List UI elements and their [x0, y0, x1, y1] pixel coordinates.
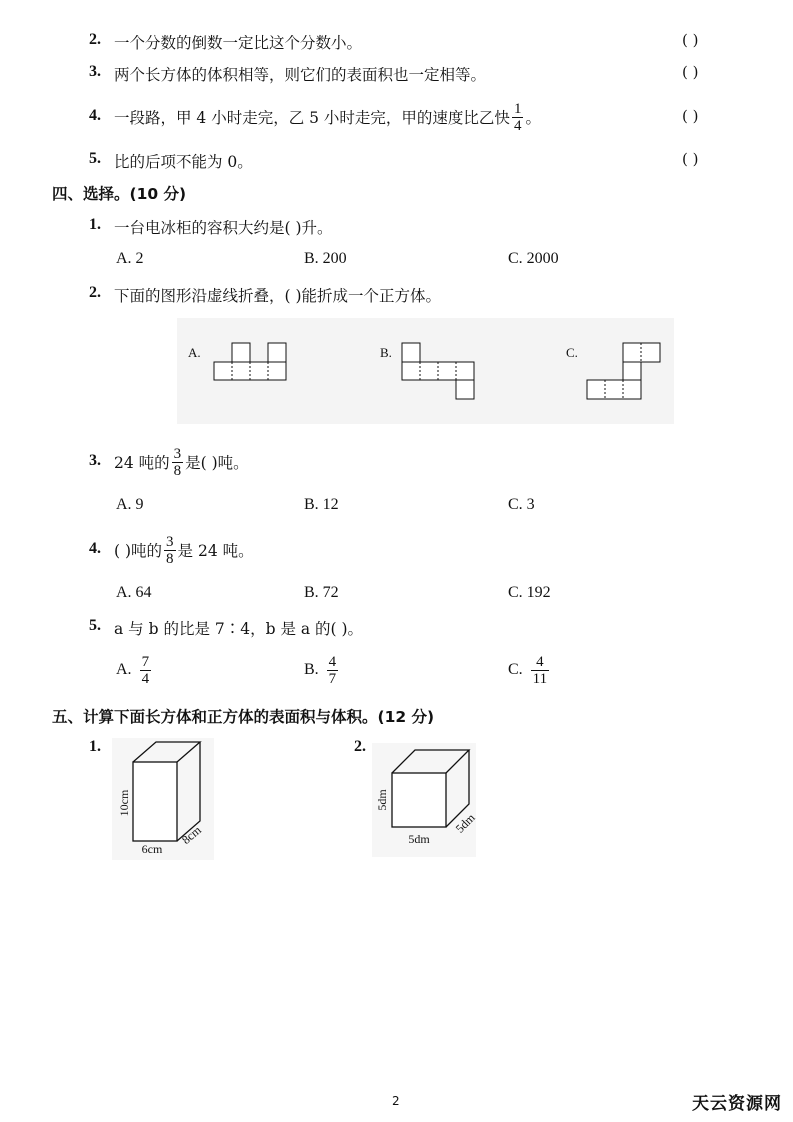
fraction-numerator: 4: [328, 653, 337, 670]
fraction-numerator: 1: [513, 100, 522, 117]
option-label: A.: [116, 661, 132, 678]
judge-3-answer-blank[interactable]: ( ): [682, 63, 699, 81]
choice-4-text-before: ( )吨的: [114, 542, 163, 560]
choice-3-text-after: 是( )吨。: [185, 454, 249, 472]
calc-2-number: 2.: [354, 738, 366, 755]
choice-4-option-c[interactable]: C. 192: [508, 584, 551, 601]
judge-2-text: 一个分数的倒数一定比这个分数小。: [114, 34, 363, 52]
calc-1-number: 1.: [89, 738, 101, 755]
judge-5-text: 比的后项不能为 0。: [114, 153, 253, 171]
fraction-numerator: 3: [166, 533, 174, 550]
choice-1-option-a[interactable]: A. 2: [116, 250, 144, 267]
choice-3-number: 3.: [89, 452, 101, 469]
cuboid-depth-label: 8cm: [179, 822, 204, 847]
option-label: C.: [508, 661, 523, 678]
choice-1-option-b[interactable]: B. 200: [304, 250, 347, 267]
choice-1-text: 一台电冰柜的容积大约是( )升。: [114, 219, 333, 237]
judge-4-answer-blank[interactable]: ( ): [682, 107, 699, 125]
fraction-denominator: 8: [173, 462, 182, 479]
judge-4-number: 4.: [89, 107, 101, 124]
fraction-denominator: 4: [141, 670, 150, 687]
choice-3-option-b[interactable]: B. 12: [304, 496, 339, 513]
judge-2-number: 2.: [89, 31, 101, 48]
choice-4-option-b[interactable]: B. 72: [304, 584, 339, 601]
choice-4-number: 4.: [89, 540, 101, 557]
section-5-title: 五、计算下面长方体和正方体的表面积与体积。(12 分): [52, 708, 435, 726]
watermark-brand: 天云资源网: [692, 1094, 782, 1114]
net-b-label: B.: [380, 345, 392, 360]
page-number: 2: [392, 1094, 400, 1108]
fraction-denominator: 7: [328, 670, 337, 687]
judge-5-answer-blank[interactable]: ( ): [682, 150, 699, 168]
choice-5-number: 5.: [89, 617, 101, 634]
fraction-denominator: 11: [532, 670, 548, 687]
option-label: B.: [304, 661, 319, 678]
choice-3-option-a[interactable]: A. 9: [116, 496, 144, 513]
choice-2-text: 下面的图形沿虚线折叠，( )能折成一个正方体。: [114, 287, 442, 305]
cube-depth-label: 5dm: [452, 810, 478, 836]
choice-1-number: 1.: [89, 216, 101, 233]
cube-width-label: 5dm: [408, 832, 430, 846]
choice-4-text-after: 是 24 吨。: [177, 542, 254, 560]
judge-3-number: 3.: [89, 63, 101, 80]
judge-4-text-before: 一段路，甲 4 小时走完，乙 5 小时走完，甲的速度比乙快: [114, 109, 510, 127]
judge-4-text-after: 。: [525, 109, 541, 127]
choice-2-number: 2.: [89, 284, 101, 301]
choice-3-text-before: 24 吨的: [114, 454, 170, 472]
choice-4-option-a[interactable]: A. 64: [116, 584, 152, 601]
fraction-numerator: 7: [141, 653, 150, 670]
net-a-label: A.: [188, 345, 201, 360]
fraction-denominator: 4: [513, 117, 522, 134]
judge-2-answer-blank[interactable]: ( ): [682, 31, 699, 49]
choice-3-option-c[interactable]: C. 3: [508, 496, 535, 513]
choice-1-option-c[interactable]: C. 2000: [508, 250, 559, 267]
cuboid-width-label: 6cm: [141, 842, 163, 856]
fraction-numerator: 4: [536, 653, 544, 670]
choice-5-text: a 与 b 的比是 7∶4，b 是 a 的( )。: [114, 620, 364, 638]
fraction-numerator: 3: [173, 445, 182, 462]
cuboid-height-label: 10cm: [117, 789, 131, 817]
net-c-label: C.: [566, 345, 578, 360]
cube-height-label: 5dm: [375, 789, 389, 811]
fraction-denominator: 8: [166, 550, 174, 567]
judge-3-text: 两个长方体的体积相等，则它们的表面积也一定相等。: [114, 66, 487, 84]
section-4-title: 四、选择。(10 分): [52, 185, 187, 203]
judge-5-number: 5.: [89, 150, 101, 167]
